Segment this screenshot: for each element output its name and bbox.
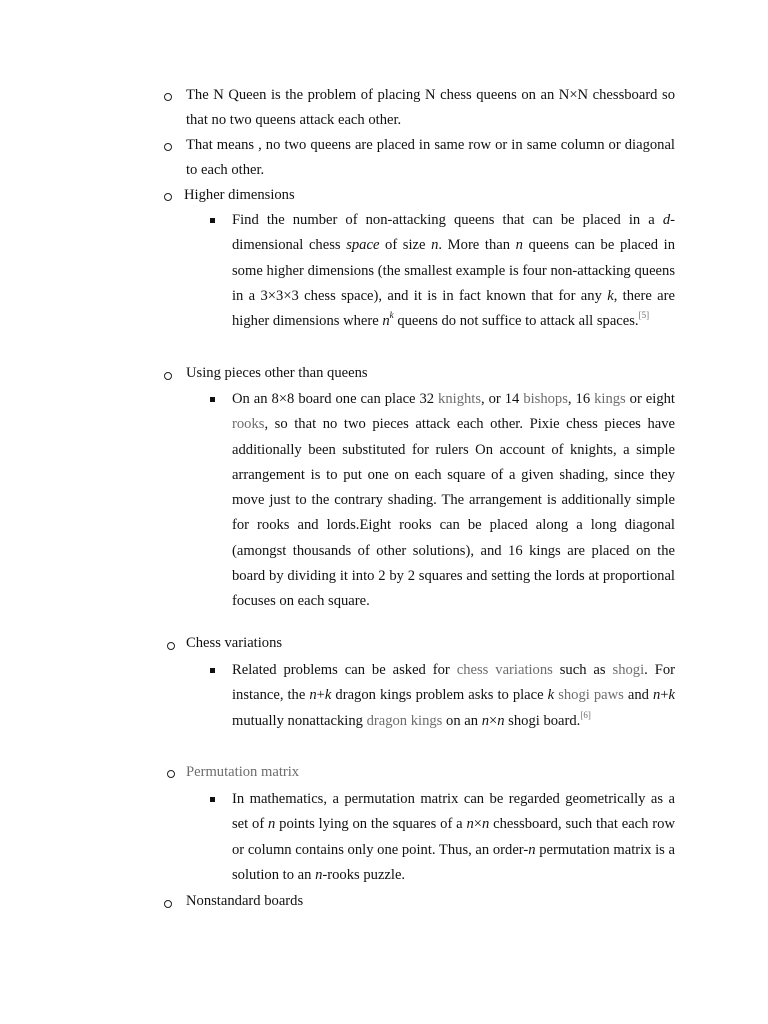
bullet-text: Find the number of non-attacking queens that can be placed in a d-dimensional chess space of size n. More than n queens can be placed in some higher dimensions (the smallest example is four non-attacking queens in a 3×3×3 chess space), and it is in fact known that for any k, there are higher dimensions where $n^k$ queens do not suffice to attack all spaces.[5]	[232, 212, 675, 330]
bullet-circle-icon	[167, 642, 175, 650]
bullet-circle-icon	[164, 193, 172, 201]
link-kings[interactable]: kings	[594, 391, 626, 407]
bullet-text: Nonstandard boards	[186, 893, 304, 909]
link-bishops[interactable]: bishops	[523, 391, 568, 407]
citation-link[interactable]: [6]	[580, 709, 591, 720]
bullet-text: That means , no two queens are placed in same row or in same column or diagonal to each other.	[186, 137, 675, 179]
bullet-square-icon	[210, 668, 215, 673]
link-shogi-paws[interactable]: shogi paws	[558, 687, 624, 704]
bullet-text: In mathematics, a permutation matrix can be regarded geometrically as a set of n points lying on the squares of a n×n chessboard, such that each row or column contains only one point. Thus, an order-n permutation matrix is a solution to an n-rooks puzzle.	[232, 791, 676, 883]
link-dragon-kings[interactable]: dragon kings	[366, 712, 443, 729]
bullet-circle-icon	[164, 900, 172, 908]
bullet-circle-icon	[164, 93, 172, 101]
citation-link[interactable]: [5]	[638, 310, 650, 320]
bullet-square-icon	[210, 218, 215, 223]
bullet-square-icon	[210, 397, 215, 402]
bullet-text: Chess variations	[186, 635, 283, 651]
bullet-circle-icon	[164, 143, 172, 151]
link-shogi[interactable]: shogi	[612, 662, 645, 678]
bullet-circle-icon	[164, 372, 172, 380]
link-permutation-matrix[interactable]: Permutation matrix	[186, 764, 300, 780]
bullet-text: Related problems can be asked for chess variations such as shogi. For instance, the n+k dragon kings problem asks to place k shogi paws and n+k mutually nonattacking dragon kings on an n×n shogi board.[6]	[232, 662, 676, 729]
bullet-text: Using pieces other than queens	[186, 365, 368, 381]
link-rooks[interactable]: rooks	[232, 416, 265, 433]
link-knights[interactable]: knights	[438, 391, 482, 407]
bullet-text: Higher dimensions	[184, 187, 295, 203]
bullet-text: The N Queen is the problem of placing N chess queens on an N×N chessboard so that no two queens attack each other.	[186, 87, 675, 129]
link-chess-variations[interactable]: chess variations	[456, 662, 553, 678]
bullet-square-icon	[210, 797, 215, 802]
bullet-text: On an 8×8 board one can place 32 knights, or 14 bishops, 16 kings or eight rooks, so that no two pieces attack each other. Pixie chess pieces have additionally been substituted for rulers On account of knights, a simple arrangement is to put one on each square of a given shading, since they move just to the contrary shading. The arrangement is additionally simple for rooks and lords.Eight rooks can be placed along a long diagonal (amongst thousands of other solutions), and 16 kings are placed on the board by dividing it into 2 by 2 squares and setting the lords at proportional focuses on each square.	[232, 391, 675, 610]
bullet-circle-icon	[167, 770, 175, 778]
